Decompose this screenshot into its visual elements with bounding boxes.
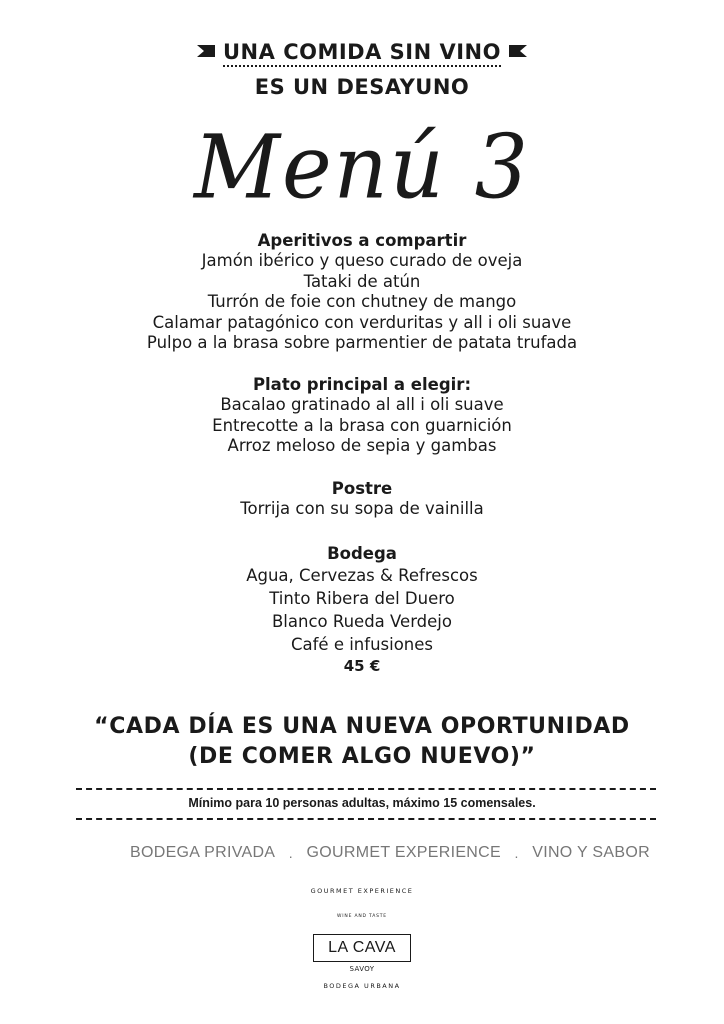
menu-price: 45 € bbox=[343, 657, 381, 675]
menu-title: Menú 3 bbox=[193, 115, 531, 219]
menu-item: Turrón de foie con chutney de mango bbox=[207, 292, 517, 311]
tagline-item: GOURMET EXPERIENCE bbox=[306, 844, 501, 861]
menu-item: Pulpo a la brasa sobre parmentier de patata trufada bbox=[146, 333, 578, 352]
tagline-item: BODEGA PRIVADA bbox=[130, 844, 276, 861]
logo-name: LA CAVA bbox=[313, 934, 411, 962]
section-postre bbox=[0, 479, 724, 520]
tagline-separator: . bbox=[288, 845, 293, 861]
menu-item: Jamón ibérico y queso curado de oveja bbox=[201, 251, 523, 270]
flag-left-icon bbox=[509, 45, 527, 57]
headline-line-2: ES UN DESAYUNO bbox=[254, 75, 470, 99]
tagline-item: VINO Y SABOR bbox=[532, 844, 650, 861]
menu-item: Agua, Cervezas & Refrescos bbox=[246, 566, 478, 585]
tagline bbox=[130, 844, 650, 862]
dashed-divider-bottom bbox=[76, 818, 656, 820]
logo-brand: SAVOY bbox=[349, 965, 375, 973]
menu-item: Café e infusiones bbox=[290, 635, 434, 654]
section-heading: Postre bbox=[331, 479, 393, 498]
menu-item: Bacalao gratinado al all i oli suave bbox=[220, 395, 504, 414]
headline-line-1: UNA COMIDA SIN VINO bbox=[0, 40, 724, 64]
menu-item: Entrecotte a la brasa con guarnición bbox=[212, 415, 512, 435]
logo-top-text: GOURMET EXPERIENCE bbox=[310, 887, 414, 895]
section-bodega bbox=[0, 544, 724, 676]
logo-subtitle: WINE AND TASTE bbox=[337, 914, 387, 919]
quote-line-2: (DE COMER ALGO NUEVO)” bbox=[188, 744, 536, 769]
quote-line-1: “CADA DÍA ES UNA NUEVA OPORTUNIDAD bbox=[94, 714, 630, 739]
section-heading: Bodega bbox=[327, 544, 397, 563]
menu-item: Tinto Ribera del Duero bbox=[269, 589, 455, 608]
tagline-separator: . bbox=[514, 845, 519, 861]
menu-item: Blanco Rueda Verdejo bbox=[271, 612, 452, 631]
section-heading: Aperitivos a compartir bbox=[257, 231, 467, 250]
section-principal bbox=[0, 375, 724, 457]
flag-right-icon bbox=[197, 45, 215, 57]
menu-item: Torrija con su sopa de vainilla bbox=[240, 499, 484, 518]
group-size-note: Mínimo para 10 personas adultas, máximo 15 comensales. bbox=[188, 796, 536, 810]
section-aperitivos bbox=[0, 231, 724, 354]
menu-item: Tataki de atún bbox=[303, 271, 421, 291]
menu-item: Arroz meloso de sepia y gambas bbox=[227, 436, 497, 455]
menu-item: Calamar patagónico con verduritas y all i oli suave bbox=[152, 312, 572, 332]
section-heading: Plato principal a elegir: bbox=[252, 375, 472, 394]
la-cava-logo bbox=[302, 882, 422, 1002]
dashed-divider-top bbox=[76, 788, 656, 790]
logo-bottom-text: BODEGA URBANA bbox=[323, 982, 401, 990]
